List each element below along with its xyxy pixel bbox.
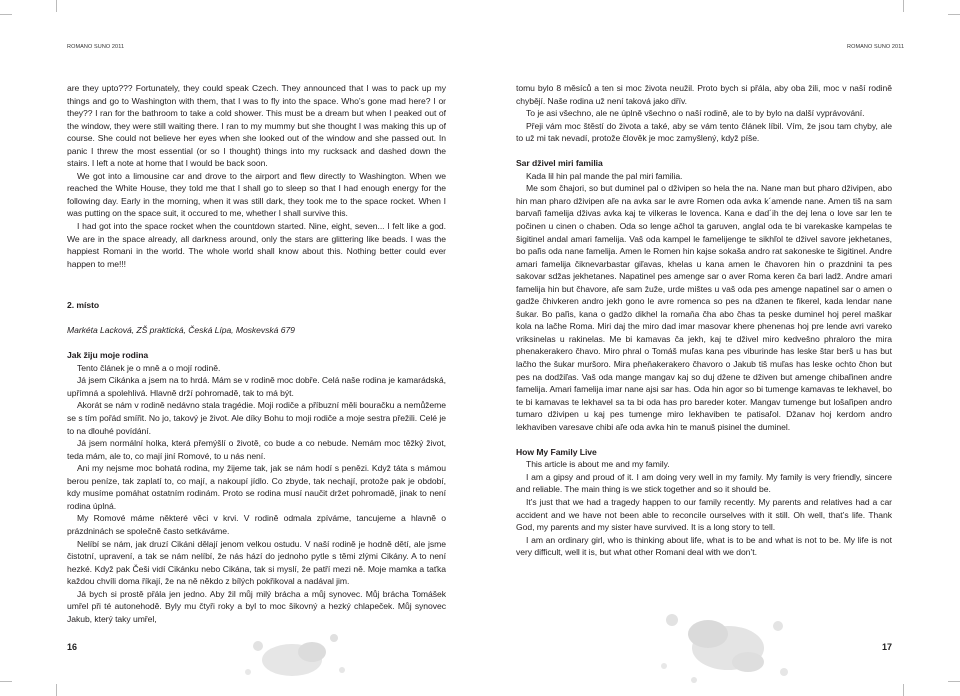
crop-mark: [948, 681, 960, 682]
crop-mark: [903, 684, 904, 696]
paragraph: Tento článek je o mně a o mojí rodině.: [77, 362, 221, 373]
article-title: Sar dživel miri familia: [516, 158, 603, 169]
paragraph: Kada lil hin pal mande the pal miri familia.: [526, 170, 683, 181]
paragraph: Nelíbí se nám, jak druzí Cikáni dělají jenom velkou ostudu. V naší rodině je hodně dětí, ale jsme čistotní, upravení, a tak se nám nelíbí, že nás hází do jednoho pytle s těmi zlými Cikány. A to není hezké. Když pak Češi vidí Cikánku nebo Cikána, tak si myslí, že patří mezi ně. Moje mamka a taťka každou chvíli doma říkají, že na ně někdo z bílých pokřikoval a nadával jim.: [67, 538, 446, 587]
paragraph: It’s just that we had a tragedy happen to our family recently. My parents and relatives had a car accident and we have not been able to reconcile ourselves with it still. Oh well, that’s life. Thank God, my parents and my sister have survived. It is a long story to tell.: [516, 496, 892, 533]
left-text-column: [67, 82, 446, 625]
paragraph: Akorát se nám v rodině nedávno stala tragédie. Moji rodiče a příbuzní měli bouračku a nemůžeme se s tím pořád smířit. No jo, takový je život. Ale díky Bohu to moji rodiče a moje sestra přežili. Celé je to na dlouhé povídání.: [67, 400, 446, 436]
paragraph: Me som čhajori, so but duminel pal o dživipen so hela the na. Nane man but pharo dživipen, abo hin man pharo dživipen aľe na avka sar le avre Romen oda avka k´amende nane. Amen tiš na sam barvaľi famelija dživas avka kaj te vilkeras le lovenca. Kana e dad´ih the dej lena o love sar len te počinen u cinen o chaben. Oda so lenge ačhol ta garuven, anglal oda te bi varekaske kampelas te šigitinel andal amari famelija. Vaš oda kampel le famelijenge te sikhľol te dživel savore jekhetanes, bo paľis oda nane famelija. Amen le Romen hin kajse sokaša andro rat sakoneske te šigitinel. Andre amari famelija čiknevarbastar giľavas, khelas u kana amen le čhavoren hin o prazdnini ta pes sakovar sdžas jekhetanes. Napatinel pes amenge sar o aver Roma keren ča bari ladž. Andre amari famelija hin but čhavore, aľe sam žuže, urde mištes u vaš oda pes amenge napatinel sar o amen o gadže čhivkeren andro jekh gono le avre romenca so pes na džanen te fikerel, kada lendar nane šukar. Bo paľis, kana o gadžo dikhel la romaňa čha abo čhas ta peske duminel hoj perel maškar kola na lačhe Roma. Miri daj the miro dad imar masovar khere phenenas hoj pre lende avri vareko vriksinelas u rakinelas. Me bi kamavas ča jekh, kaj te dživel miro kedvešno phraloro the mira phenakerakero čhavo. Miro phral o Tomáš muľas kana pes viburinde has leske štar berš u has but lačho the šukar muršoro. Mira pheňakerakero čhavoro o Jakub tiš muľas has leske ochto čhon but pes na dodžiľas. Vaš oda mange mangav kaj so duj džene te dživen but amenge chibaľinen andre famelija. Amari famelija imar nane ajsi sar has. Oda hin agor so bi tumenge kamavas te lekhavel, bo te bi kamavas te lekhavel sa ta bi oda has pro bareder koter. Mangav tumenge but lošaľipen andro tumaro dživipen u kaj pes tumenge miro lekhaviben te patisaľol. Džanav hoj kerdom andro lekhaviben varesave chibi aľe oda avka hin te manuš pisinel the duminel.: [516, 183, 892, 432]
crop-mark: [0, 14, 12, 15]
crop-mark: [0, 681, 12, 682]
right-text-column: [516, 82, 892, 559]
paragraph: Já jsem Cikánka a jsem na to hrdá. Mám se v rodině moc dobře. Celá naše rodina je kamarádská, upřímná a spolehlivá. Hlavně drží pohromadě, tak to má být.: [67, 375, 446, 398]
paragraph: My Romové máme některé věci v krvi. V rodině odmala zpíváme, tancujeme a hlavně o prázdninách se společně často setkáváme.: [67, 513, 446, 536]
running-head: ROMANO SUNO 2011: [847, 44, 905, 50]
crop-mark: [903, 0, 904, 12]
paragraph: I am an ordinary girl, who is thinking about life, what is to be and what is not to be. My life is not very difficult, well it is, but what other Romani deal with we don’t.: [516, 534, 892, 558]
paragraph: We got into a limousine car and drove to the airport and flew directly to Washington. When we reached the White House, they told me that I shall go to sleep so that I had enough energy for the following day. Early in the morning, when it was still dark, they took me to the space rocket. When I was putting on the space suit, it occured to me, whether I shall survive this.: [67, 170, 446, 219]
page-number: 17: [882, 642, 893, 652]
paragraph: Ani my nejsme moc bohatá rodina, my žijeme tak, jak se nám hodí s penězi. Když táta s mámou berou peníze, tak zaplatí to, co mají, a nakoupí jídlo. Co zbyde, tak nechají, protože pak je období, kdy musíme pomáhat ostatním rodinám. Proto se rodina musí naučit držet pohromadě, jinak to není rodina úplná.: [67, 463, 446, 511]
paragraph: This article is about me and my family.: [526, 459, 670, 470]
right-page: [480, 0, 960, 696]
paragraph: Já bych si prostě přála jen jedno. Aby žil můj milý brácha a můj synovec. Můj brácha Tomášek umřel při té autonehodě. Byly mu čtyři roky a byl to moc šikovný a hezký chlapeček. Můj synovec Jakub, který taky umřel,: [67, 588, 446, 624]
crop-mark: [56, 0, 57, 12]
paragraph: Přeji vám moc štěstí do života a také, aby se vám tento článek líbil. Vím, že jsou tam chyby, ale to už mi tak nevadí, protože člověk je moc zamyšlený, když píše.: [516, 120, 892, 144]
crop-mark: [948, 14, 960, 15]
paragraph: Já jsem normální holka, která přemýšlí o životě, co bude a co nebude. Nemám moc těžký život, teda mám, ale to, co mají jiní Romové, to u nás není.: [67, 438, 446, 461]
ink-blot-decoration: [230, 618, 360, 688]
running-head: ROMANO SUNO 2011: [67, 44, 125, 50]
author-line: Markéta Lacková, ZŠ praktická, Česká Lípa, Moskevská 679: [67, 325, 295, 336]
article-title: Jak žiju moje rodina: [67, 350, 149, 361]
section-title: 2. místo: [67, 300, 100, 311]
crop-mark: [56, 684, 57, 696]
paragraph: I had got into the space rocket when the countdown started. Nine, eight, seven... I felt like a god. We are in the space already, all darkness around, only the stars are glittering like beads. I was the happiest Romani in the world. The whole world shall know about this. Nothing better could ever happen to me!!!: [67, 221, 446, 269]
paragraph: are they upto??? Fortunately, they could speak Czech. They announced that I was to pack up my things and go to Washington with them, that I was to fly into the space. Who’s gone mad here? I or they?? I ran for the bathroom to take a cold shower. This must be a dream but when I peaked out of the window, they were still waiting there. I ran to my mummy but she thought I was making this up of course. She could not believe her eyes when she looked out of the window and she passed out. In panic I threw the most essential (or so I thought) things into my rucksack and dashed down the stairs. I left a note at home that I would be back soon.: [67, 83, 446, 169]
page-number: 16: [67, 642, 78, 652]
paragraph: tomu bylo 8 měsíců a ten si moc života neužil. Proto bych si přála, aby oba žili, moc v naší rodině chybějí. Naše rodina už není taková jako dřív.: [516, 83, 892, 106]
article-title: How My Family Live: [516, 446, 597, 457]
paragraph: I am a gipsy and proud of it. I am doing very well in my family. My family is very friendly, sincere and reliable. The main thing is we stick together and so it should be.: [516, 471, 892, 495]
ink-blot-decoration: [650, 596, 800, 688]
paragraph: To je asi všechno, ale ne úplně všechno o naší rodině, ale to by bylo na další vyprávování.: [526, 108, 865, 119]
